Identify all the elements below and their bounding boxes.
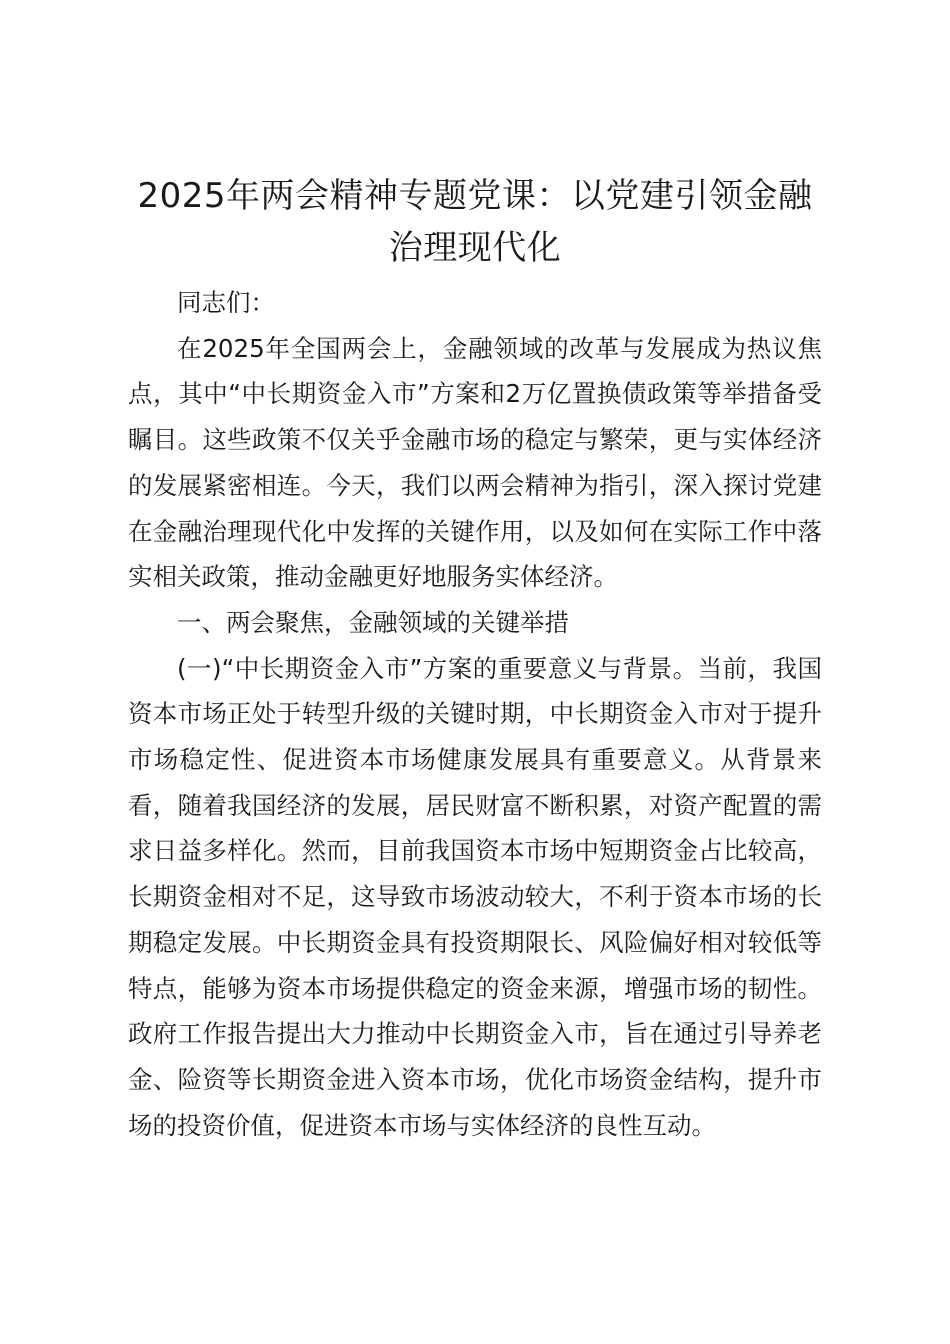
document-title bbox=[118, 170, 832, 274]
subsection-paragraph: (一)“中长期资金入市”方案的重要意义与背景。当前，我国资本市场正处于转型升级的关键时期，中长期资金入市对于提升市场稳定性、促进资本市场健康发展具有重要意义。从背景来看，随着我国经济的发展，居民财富不断积累，对资产配置的需求日益多样化。然而，目前我国资本市场中短期资金占比较高，长期资金相对不足，这导致市场波动较大，不利于资本市场的长期稳定发展。中长期资金具有投资期限长、风险偏好相对较低等特点，能够为资本市场提供稳定的资金来源，增强市场的韧性。政府工作报告提出大力推动中长期资金入市，旨在通过引导养老金、险资等长期资金进入资本市场，优化市场资金结构，提升市场的投资价值，促进资本市场与实体经济的良性互动。 bbox=[128, 653, 822, 1140]
title-line-1: 2025年两会精神专题党课：以党建引领金融 bbox=[137, 176, 813, 216]
intro-paragraph: 在2025年全国两会上，金融领域的改革与发展成为热议焦点，其中“中长期资金入市”方案和2万亿置换债政策等举措备受瞩目。这些政策不仅关乎金融市场的稳定与繁荣，更与实体经济的发展紧密相连。今天，我们以两会精神为指引，深入探讨党建在金融治理现代化中发挥的关键作用，以及如何在实际工作中落实相关政策，推动金融更好地服务实体经济。 bbox=[128, 333, 822, 592]
title-line-2: 治理现代化 bbox=[388, 228, 562, 268]
section-heading: 一、两会聚焦，金融领域的关键举措 bbox=[177, 607, 569, 637]
document-body bbox=[128, 280, 822, 1148]
salutation: 同志们： bbox=[177, 288, 275, 317]
